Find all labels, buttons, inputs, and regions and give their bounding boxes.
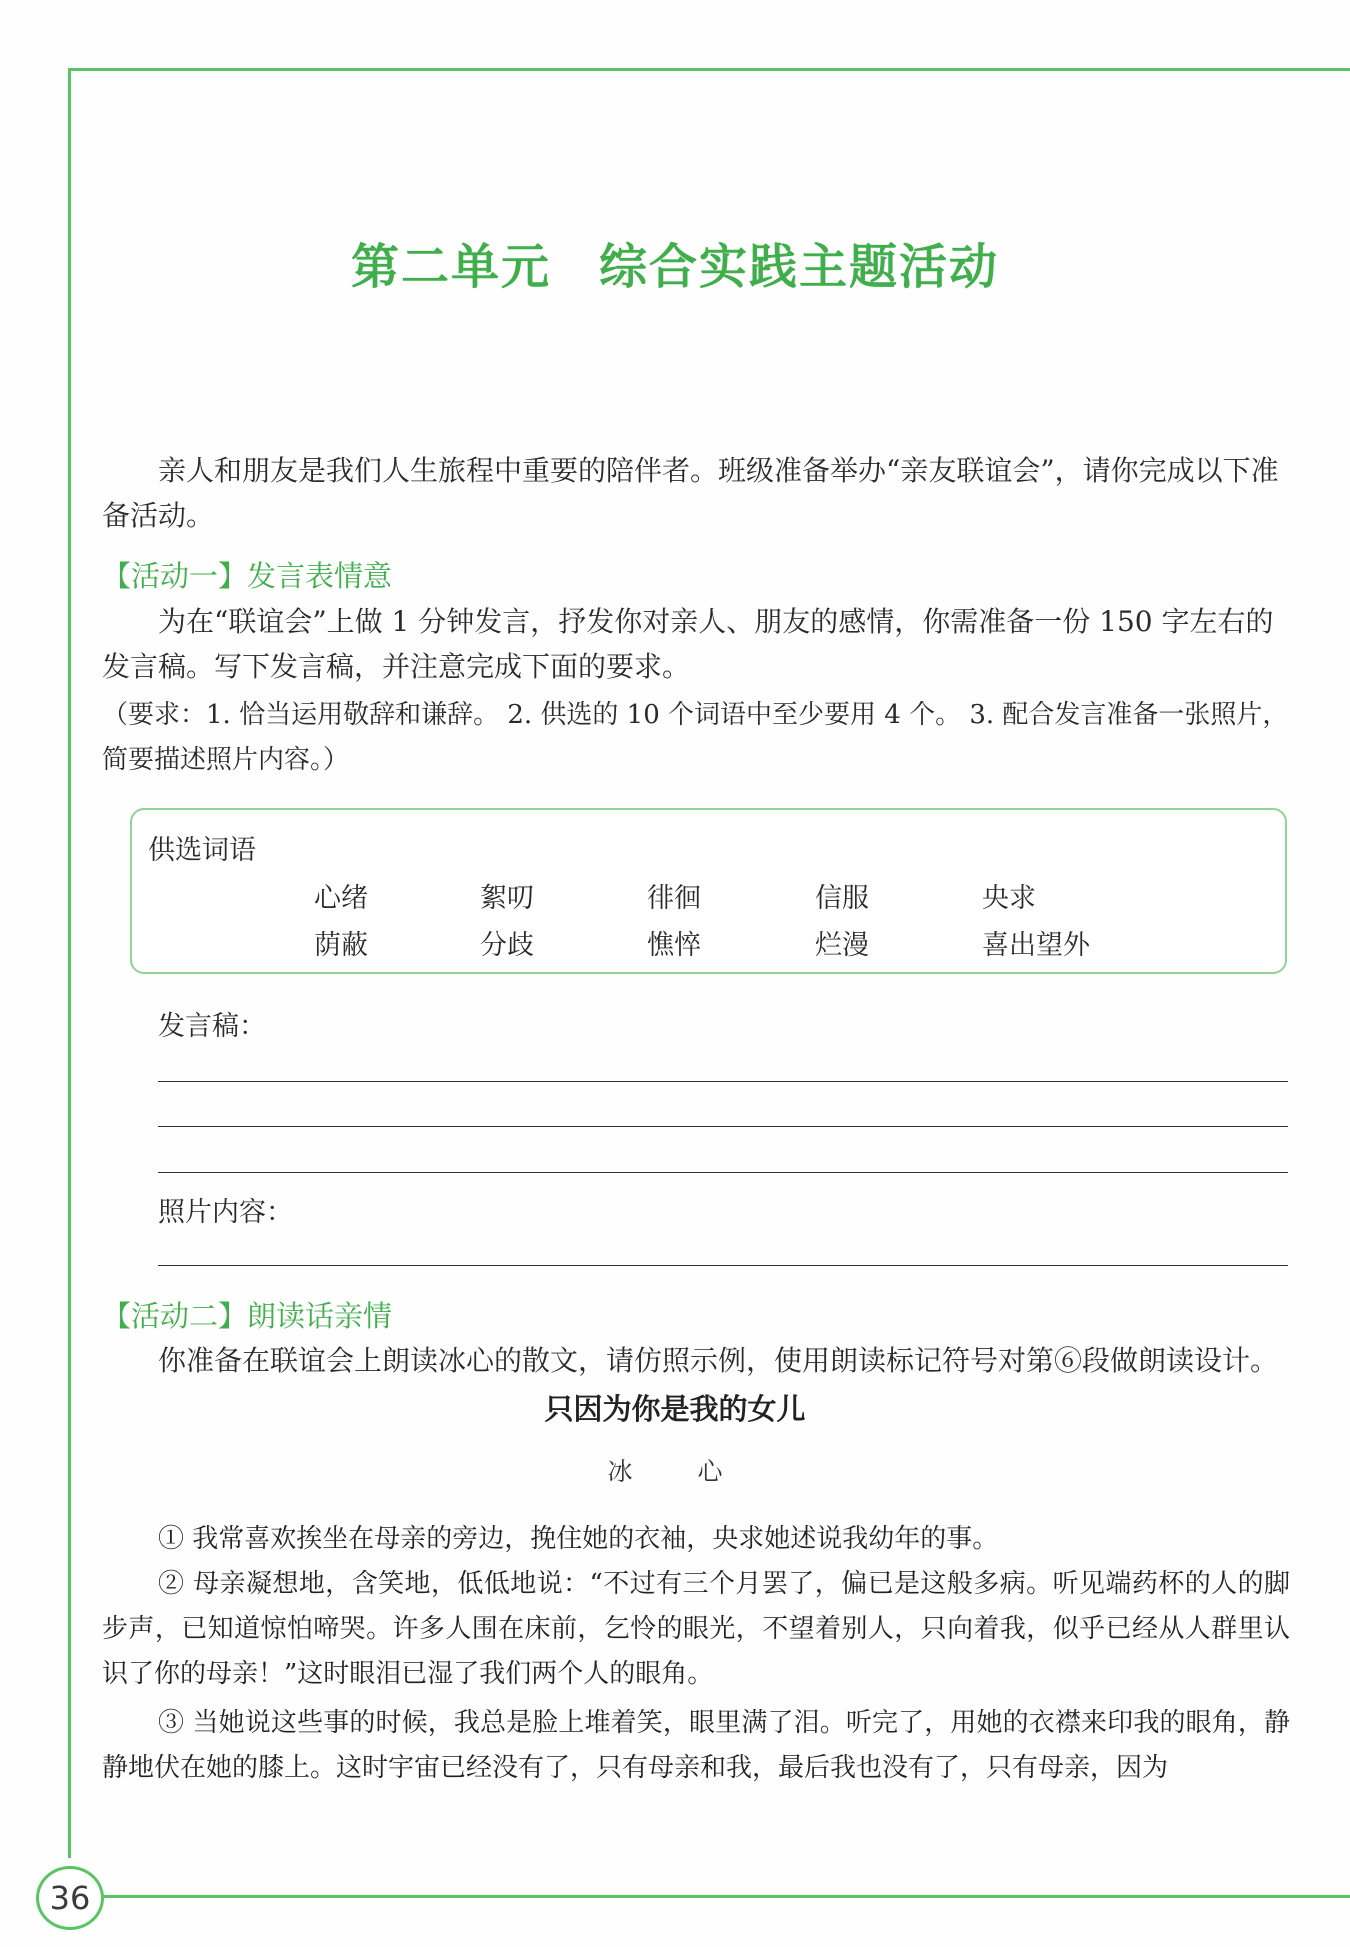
- word-option: 分歧: [480, 930, 534, 961]
- essay-paragraph-3: ③ 当她说这些事的时候，我总是脸上堆着笑，眼里满了泪。听完了，用她的衣襟来印我的眼角，静静地伏在她的膝上。这时宇宙已经没有了，只有母亲和我，最后我也没有了，只有母亲，因为: [102, 1708, 1290, 1783]
- word-option: 徘徊: [647, 883, 701, 914]
- photo-label: 照片内容：: [158, 1197, 293, 1228]
- page-title: [0, 228, 1350, 297]
- essay-paragraph-1: ① 我常喜欢挨坐在母亲的旁边，挽住她的衣袖，央求她述说我幼年的事。: [158, 1524, 999, 1554]
- activity1-requirements: （要求：1. 恰当运用敬辞和谦辞。 2. 供选的 10 个词语中至少要用 4 个。 3. 配合发言准备一张照片，简要描述照片内容。）: [102, 700, 1289, 775]
- word-option: 絮叨: [480, 883, 534, 914]
- activity1-heading: 【活动一】发言表情意: [102, 559, 393, 593]
- page-number-badge: [36, 1866, 104, 1930]
- word-box-title: 供选词语: [148, 835, 256, 866]
- word-option: 心绪: [314, 883, 368, 914]
- essay-title: 只因为你是我的女儿: [544, 1392, 806, 1426]
- page-title-topic: 综合实践主题活动: [599, 239, 1000, 295]
- word-option: 烂漫: [815, 930, 869, 961]
- word-option: 荫蔽: [314, 930, 368, 961]
- activity1-instruction: 为在“联谊会”上做 1 分钟发言，抒发你对亲人、朋友的感情，你需准备一份 150 字左右的发言稿。写下发言稿，并注意完成下面的要求。: [102, 605, 1274, 683]
- speech-answer-line[interactable]: [158, 1172, 1288, 1173]
- frame-left-border: [68, 68, 71, 1858]
- word-option: 信服: [815, 883, 869, 914]
- speech-answer-line[interactable]: [158, 1126, 1288, 1127]
- speech-answer-line[interactable]: [158, 1081, 1288, 1082]
- page-number: 36: [49, 1879, 91, 1917]
- word-option: 喜出望外: [982, 930, 1090, 961]
- word-option: 憔悴: [647, 930, 701, 961]
- activity2-heading: 【活动二】朗读话亲情: [102, 1299, 393, 1333]
- activity2-instruction: 你准备在联谊会上朗读冰心的散文，请仿照示例，使用朗读标记符号对第⑥段做朗读设计。: [158, 1344, 1279, 1377]
- word-choice-box: [130, 808, 1287, 974]
- page-title-unit: 第二单元: [350, 239, 551, 295]
- essay-paragraph-2: ② 母亲凝想地，含笑地，低低地说：“不过有三个月罢了，偏已是这般多病。听见端药杯的人的脚步声，已知道惊怕啼哭。许多人围在床前，乞怜的眼光，不望着别人，只向着我，似乎已经从人群里认识了你的母亲！”这时眼泪已湿了我们两个人的眼角。: [102, 1569, 1290, 1689]
- frame-bottom-border: [100, 1895, 1350, 1898]
- speech-label: 发言稿：: [158, 1011, 266, 1042]
- frame-top-border: [68, 68, 1350, 71]
- intro-paragraph: 亲人和朋友是我们人生旅程中重要的陪伴者。班级准备举办“亲友联谊会”，请你完成以下准备活动。: [102, 454, 1279, 532]
- essay-author: 冰 心: [607, 1457, 743, 1486]
- word-option: 央求: [982, 883, 1036, 914]
- photo-answer-line[interactable]: [158, 1265, 1288, 1266]
